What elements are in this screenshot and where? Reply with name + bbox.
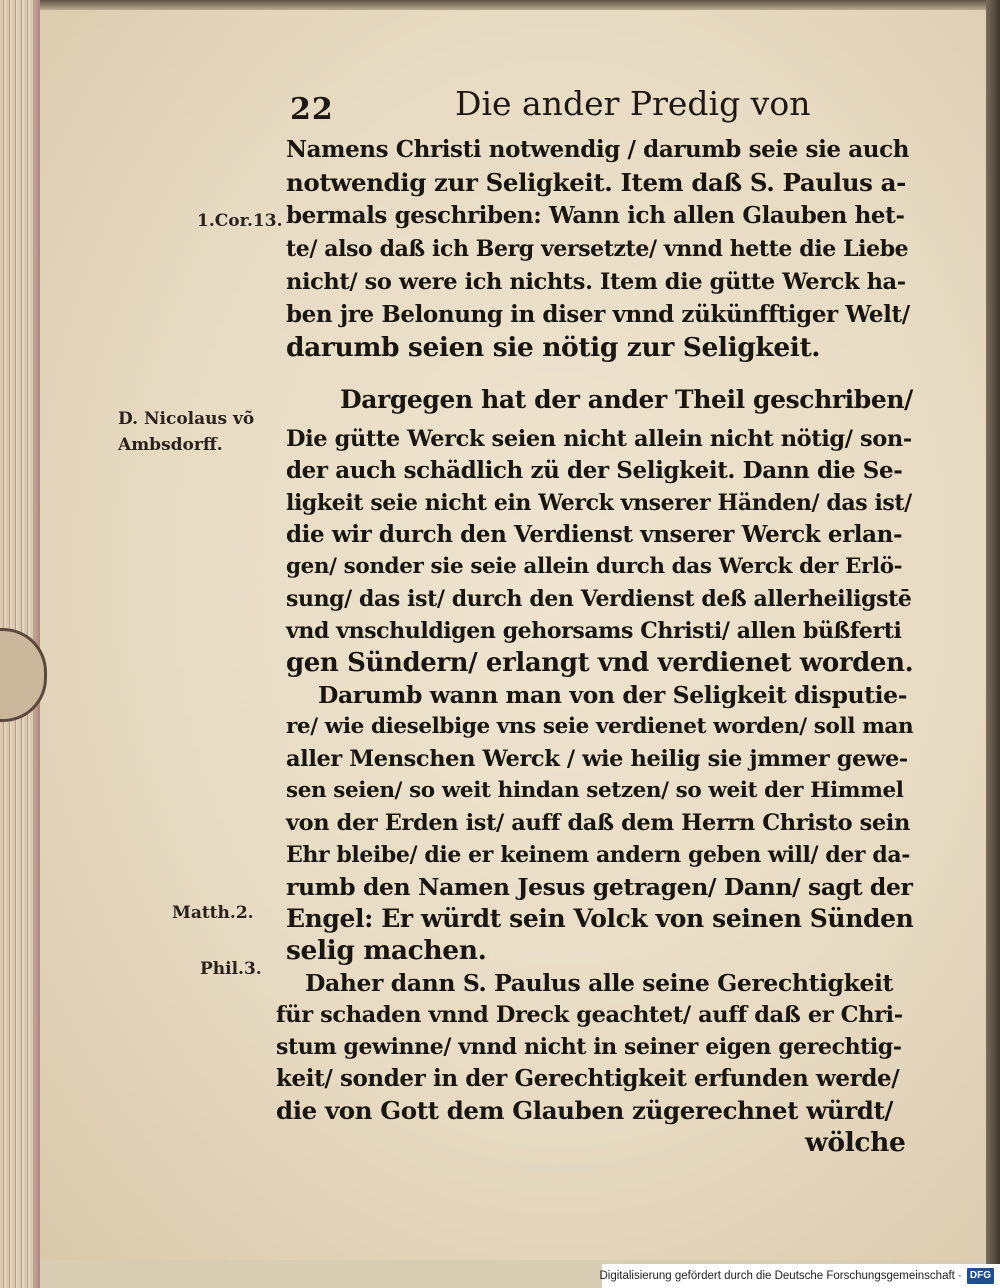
text-line: te/ also daß ich Berg versetzte/ vnnd hette die Liebe: [286, 236, 909, 262]
margin-note-ambsdorff: Ambsdorff.: [118, 435, 223, 455]
text-line: stum gewinne/ vnnd nicht in seiner eigen gerechtig-: [276, 1034, 902, 1060]
right-edge: [986, 0, 1000, 1288]
catchword: wölche: [805, 1127, 906, 1158]
text-line: Namens Christi notwendig / darumb seie sie auch: [286, 136, 910, 163]
text-line: rumb den Namen Jesus getragen/ Dann/ sagt der: [286, 873, 913, 901]
text-line: Daher dann S. Paulus alle seine Gerechtigkeit: [305, 969, 894, 997]
text-line: die wir durch den Verdienst vnserer Werck erlan-: [286, 521, 903, 548]
margin-note-cor: 1.Cor.13.: [197, 211, 283, 231]
text-line: die von Gott dem Glauben zügerechnet würdt/: [276, 1096, 893, 1125]
text-line: nicht/ so were ich nichts. Item die gütte Werck ha-: [286, 269, 906, 295]
digitization-credit-bar: [599, 1264, 1000, 1288]
dfg-logo-icon: DFG: [967, 1268, 994, 1284]
text-line: ben jre Belonung in diser vnnd zükünfftiger Welt/: [286, 301, 910, 328]
text-line: der auch schädlich zü der Seligkeit. Dann die Se-: [286, 457, 903, 484]
text-line: sung/ das ist/ durch den Verdienst deß allerheiligstē: [286, 586, 912, 612]
credit-text: Digitalisierung gefördert durch die Deutsche Forschungsgemeinschaft ·: [599, 1270, 962, 1282]
top-edge: [0, 0, 1000, 10]
margin-note-matth: Matth.2.: [172, 903, 254, 923]
text-line: Engel: Er würdt sein Volck von seinen Sünden: [286, 904, 914, 933]
text-line: Darumb wann man von der Seligkeit disputie-: [318, 681, 908, 709]
margin-note-phil: Phil.3.: [200, 959, 262, 979]
text-line: keit/ sonder in der Gerechtigkeit erfunden werde/: [276, 1065, 900, 1092]
text-line: gen/ sonder sie seie allein durch das Werck der Erlö-: [286, 554, 903, 579]
text-line: von der Erden ist/ auff daß dem Herrn Christo sein: [286, 810, 910, 836]
text-line: ligkeit seie nicht ein Werck vnserer Händen/ das ist/: [286, 490, 912, 516]
text-line: sen seien/ so weit hindan setzen/ so weit der Himmel: [286, 778, 904, 803]
text-line: re/ wie dieselbige vns seie verdienet worden/ soll man: [286, 714, 914, 739]
text-line-heading: Dargegen hat der ander Theil geschriben/: [340, 385, 913, 414]
text-line: vnd vnschuldigen gehorsams Christi/ allen büßferti: [286, 618, 902, 644]
text-line: für schaden vnnd Dreck geachtet/ auff daß er Chri-: [276, 1002, 903, 1028]
text-line: darumb seien sie nötig zur Seligkeit.: [286, 332, 821, 363]
text-line: Ehr bleibe/ die er keinem andern geben will/ der da-: [286, 842, 910, 868]
text-line: aller Menschen Werck / wie heilig sie jmmer gewe-: [286, 746, 908, 772]
page-number: 22: [290, 92, 334, 127]
text-line: Die gütte Werck seien nicht allein nicht nötig/ son-: [286, 426, 912, 452]
margin-note-nicolaus: D. Nicolaus võ: [118, 409, 255, 429]
text-line: notwendig zur Seligkeit. Item daß S. Paulus a-: [286, 168, 906, 197]
text-line: bermals geschriben: Wann ich allen Glauben het-: [286, 202, 905, 229]
text-line: selig machen.: [286, 935, 487, 966]
running-head: Die ander Predig von: [455, 84, 811, 123]
text-line: gen Sündern/ erlangt vnd verdienet worden.: [286, 648, 914, 678]
